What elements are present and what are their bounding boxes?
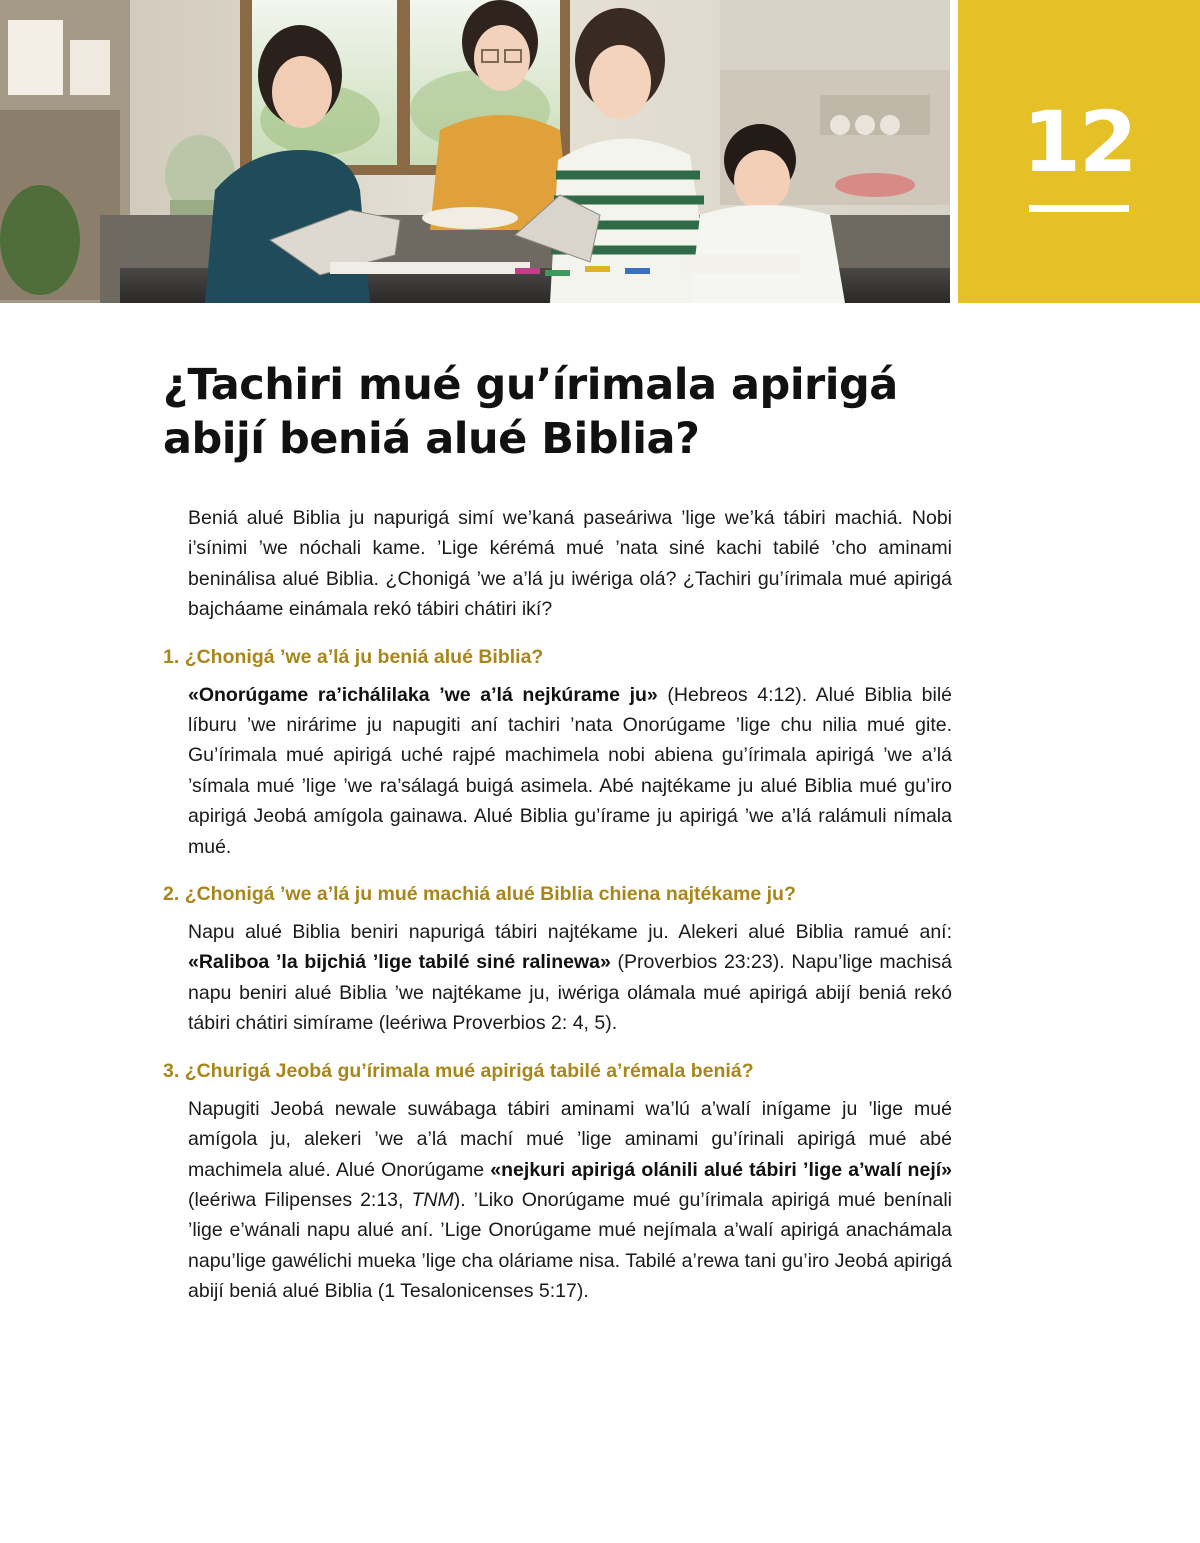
section-body: ). ’Liko Onorúgame mué gu’írimala apirigá mué benínali ’lige e’wánali napu alué aní. ’Lige Onorúgame mué nejímala a’walí apirigá anachámala napu’lige gawélichi mueka ’lige cha oláriame nisa. Tabilé a’rewa tani gu’iro Jeobá apirigá abijí beniá alué Biblia (1 Tesalonicenses 5:17). <box>188 1188 952 1303</box>
lesson-number: 12 <box>1022 93 1136 191</box>
question-text: ¿Chonigá ’we a’lá ju beniá alué Biblia? <box>184 645 544 668</box>
question-number: 1. <box>163 645 180 668</box>
scripture-quote: «Onorúgame ra’ichálilaka ’we a’lá nejkúrame ju» <box>188 683 658 706</box>
question-text: ¿Chonigá ’we a’lá ju mué machiá alué Biblia chiena najtékame ju? <box>184 883 796 906</box>
section-paragraph <box>188 1094 952 1307</box>
section-lead: Napu alué Biblia beniri napurigá tábiri najtékame ju. Alekeri alué Biblia ramué aní: <box>188 921 952 944</box>
section-body: (Hebreos 4:12). Alué Biblia bilé líburu ’we nirárime ju napugiti aní tachiri ’nata Onorúgame ’lige chu nilia mué gite. Gu’írimala mué apirigá uché rajpé machimela nobi abiena gu’írimala apirigá ’we a’lá ’símala mué ’lige ’we ra’sálagá buigá asimela. Abé najtékame ju alué Biblia mué gu’iro apirigá Jeobá amígola gainawa. Alué Biblia gu’írame ju apirigá ’we a’lá ralámuli nímala mué. <box>188 683 953 858</box>
lesson-content <box>163 503 953 1307</box>
page-title: ¿Tachiri mué gu’írimala apirigá abijí beniá alué Biblia? <box>163 360 898 464</box>
section-question <box>163 1057 952 1085</box>
intro-paragraph: Beniá alué Biblia ju napurigá simí we’kaná paseáriwa ’lige we’ká tábiri machiá. Nobi i’sínimi ’we nóchali kame. ’Lige kérémá mué ’nata siné kachi tabilé ’cho aminami beninálisa alué Biblia. ¿Chonigá ’we a’lá ju iwériga olá? ¿Tachiri gu’írimala mué apirigá bajcháame einámala rekó tábiri chátiri ikí? <box>188 507 952 621</box>
section-paragraph <box>188 680 952 862</box>
scripture-quote: «Raliboa ’la bijchiá ’lige tabilé siné ralinewa» <box>188 951 611 974</box>
section-1 <box>163 643 953 862</box>
section-question <box>163 880 952 908</box>
section-3 <box>163 1057 952 1307</box>
family-bible-study-illustration <box>0 0 950 303</box>
scripture-quote: «nejkuri apirigá olánili alué tábiri ’lige a’walí nejí» <box>490 1158 952 1181</box>
hero-photo <box>0 0 950 303</box>
section-lead: Napugiti Jeobá newale suwábaga tábiri aminami wa’lú a’walí inígame ju ’lige mué amígola ju, alekeri ’we a’lá machí mué ’lige aminami gu’írinali apirigá mué abé machimela alué. Alué Onorúgame <box>188 1097 952 1181</box>
section-body: (Proverbios 23:23). Napu’lige machisá napu beniri alué Biblia ’we najtékame ju, iwériga olámala mué apirigá abijí beniá rekó tábiri chátiri simírame (leériwa Proverbios 2: 4, 5). <box>188 951 952 1035</box>
section-question <box>163 643 952 671</box>
lesson-number-box <box>958 0 1200 303</box>
section-mid: (leériwa Filipenses 2:13, <box>188 1188 412 1211</box>
question-number: 2. <box>163 883 180 906</box>
section-paragraph <box>188 917 952 1039</box>
translation-abbr: TNM <box>411 1188 454 1211</box>
section-2 <box>163 880 952 1039</box>
question-number: 3. <box>163 1059 180 1082</box>
lesson-number-underline <box>1029 205 1129 212</box>
question-text: ¿Churigá Jeobá gu’írimala mué apirigá tabilé a’rémala beniá? <box>184 1059 754 1082</box>
